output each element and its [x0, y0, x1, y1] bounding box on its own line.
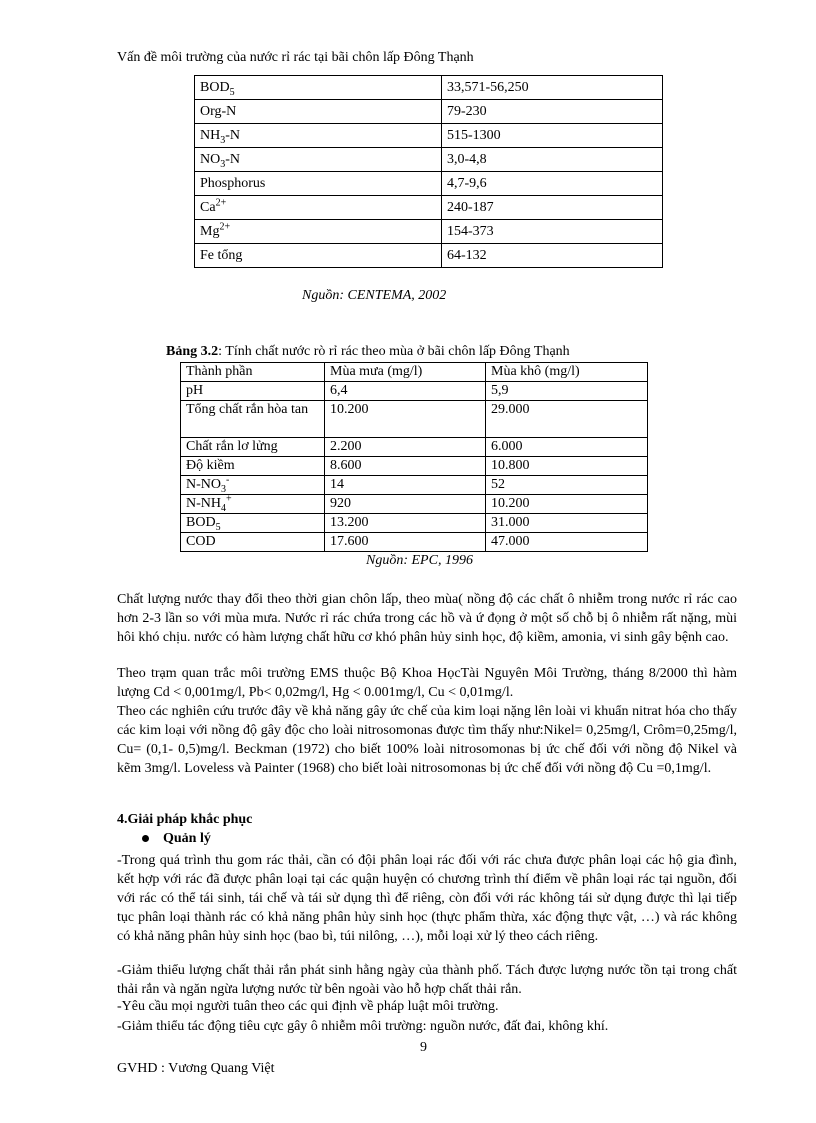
table-row: [181, 533, 648, 552]
paragraph-reduce-impact: -Giảm thiểu tác động tiêu cực gây ô nhiễm môi trường: nguồn nước, đất đai, không khí.: [117, 1019, 609, 1034]
cell-dry: 5,9: [486, 382, 648, 401]
cell-parameter: [195, 220, 442, 244]
table-row: [195, 124, 663, 148]
param-superscript: 2+: [219, 221, 231, 233]
cell-parameter: [195, 100, 442, 124]
cell-value: 154-373: [442, 220, 663, 244]
param-name: Mg: [200, 224, 220, 239]
cell-dry: 31.000: [486, 514, 648, 533]
param-name: Ca: [200, 200, 216, 215]
cell-dry: 29.000: [486, 401, 648, 438]
param-name: N-NO: [186, 477, 221, 492]
param-subscript: 3: [221, 483, 226, 495]
paragraph-law: -Yêu cầu mọi người tuân theo các qui định về pháp luật môi trường.: [117, 999, 499, 1014]
param-subscript: 3: [220, 158, 226, 170]
bullet-label: Quản lý: [163, 831, 211, 846]
param-name: pH: [186, 383, 204, 398]
cell-component: [181, 438, 325, 457]
cell-parameter: [195, 172, 442, 196]
table-row: [195, 220, 663, 244]
cell-rainy: 10.200: [325, 401, 486, 438]
leachate-season-table: [180, 362, 648, 552]
cell-rainy: 13.200: [325, 514, 486, 533]
header-dry: Mùa khô (mg/l): [486, 363, 648, 382]
cell-value: 79-230: [442, 100, 663, 124]
param-superscript: 2+: [215, 197, 227, 209]
param-name: NO: [200, 152, 221, 167]
cell-component: [181, 457, 325, 476]
cell-rainy: 6,4: [325, 382, 486, 401]
table-caption-label: Bảng 3.2: [166, 344, 219, 359]
param-subscript: 3: [220, 134, 226, 146]
cell-rainy: 2.200: [325, 438, 486, 457]
cell-value: 3,0-4,8: [442, 148, 663, 172]
bullet-dot-icon: [142, 835, 149, 842]
table-row: [195, 148, 663, 172]
paragraph-collection: -Trong quá trình thu gom rác thải, cần có đội phân loại rác đối với rác chưa được phân loại các hộ gia đình, kết hợp với rác đã được phân loại tại các quận huyện có chương trình thí điểm về phân loại rác tại nguồn, đối với rác có thể tái sinh, tái chế và tái sử dụng thì để riêng, còn đối với rác không tái sử dụng được thì lại tiếp tục phân loại thành rác có khả năng phân hủy sinh học (thực phẩm thừa, xác động thực vật, …) và rác không có khả năng phân hủy sinh học (bao bì, túi nilông, …), mỗi loại xử lý theo cách riêng.: [117, 853, 737, 944]
cell-component: [181, 514, 325, 533]
table-caption-text: : Tính chất nước rò rỉ rác theo mùa ở bãi chôn lấp Đông Thạnh: [218, 344, 570, 359]
cell-component: [181, 401, 325, 438]
table-row: [195, 172, 663, 196]
cell-rainy: 17.600: [325, 533, 486, 552]
param-suffix: -N: [225, 128, 241, 143]
paragraph-water-quality: Chất lượng nước thay đổi theo thời gian chôn lấp, theo mùa( nồng độ các chất ô nhiễm trong nước rỉ rác cao hơn 2-3 lần so với mùa mưa. Nước rỉ rác chứa trong các hồ và ứ đọng ở một số chỗ bị ô nhiễm rất nặng, mùi hôi khó chịu. nước có hàm lượng chất hữu cơ khó phân hủy sinh học, độ kiềm, amonia, vi sinh gây bệnh cao.: [117, 592, 737, 645]
cell-rainy: 8.600: [325, 457, 486, 476]
cell-component: [181, 382, 325, 401]
param-name: Tổng chất rắn hòa tan: [186, 402, 309, 417]
table-caption: [166, 344, 570, 360]
param-name: Chất rắn lơ lửng: [186, 439, 278, 454]
cell-value: 4,7-9,6: [442, 172, 663, 196]
cell-dry: 10.800: [486, 457, 648, 476]
bullet-management: [142, 831, 211, 847]
source-note-2: Nguồn: EPC, 1996: [366, 553, 473, 568]
cell-value: 64-132: [442, 244, 663, 268]
table-row: [181, 476, 648, 495]
cell-parameter: [195, 244, 442, 268]
param-name: Độ kiềm: [186, 458, 235, 473]
cell-dry: 52: [486, 476, 648, 495]
page-number: 9: [420, 1040, 427, 1055]
param-name: BOD: [200, 80, 230, 95]
param-name: BOD: [186, 515, 216, 530]
paragraph-heavy-metals: Theo các nghiên cứu trước đây về khả năng gây ức chế của kim loại nặng lên loài vi khuẩn nitrat hóa cho thấy các kim loại với nồng độ gây độc cho loài nitrosomonas được tìm thấy như:Nikel= 0,25mg/l, Crôm=0,25mg/l, Cu= (0,1- 0,5)mg/l. Beckman (1972) cho biết 100% loài nitrosomonas bị ức chế đối với nồng độ Nikel và kẽm 3mg/l. Loveless và Painter (1968) cho biết loài nitrosomonas bị ức chế đối với nồng độ Cu =0,1mg/l.: [117, 704, 737, 776]
cell-parameter: [195, 148, 442, 172]
cell-value: 33,571-56,250: [442, 76, 663, 100]
param-name: Fe tổng: [200, 248, 243, 263]
table-row: [195, 196, 663, 220]
table-row: [181, 514, 648, 533]
cell-value: 515-1300: [442, 124, 663, 148]
table-row: [181, 495, 648, 514]
param-name: N-NH: [186, 496, 221, 511]
paragraph-ems-monitoring: Theo trạm quan trắc môi trường EMS thuộc Bộ Khoa HọcTài Nguyên Môi Trường, tháng 8/2000 thì hàm lượng Cd < 0,001mg/l, Pb< 0,02mg/l, Hg < 0.001mg/l, Cu < 0,01mg/l.: [117, 666, 737, 700]
table-header-row: [181, 363, 648, 382]
param-subscript: 5: [229, 86, 235, 98]
cell-dry: 10.200: [486, 495, 648, 514]
cell-dry: 47.000: [486, 533, 648, 552]
table-row: [181, 438, 648, 457]
param-name: Org-N: [200, 104, 237, 119]
table-row: [195, 244, 663, 268]
param-superscript: +: [226, 493, 232, 505]
table-row: [195, 76, 663, 100]
param-subscript: 4: [221, 502, 226, 514]
cell-rainy: 920: [325, 495, 486, 514]
table-row: [181, 457, 648, 476]
param-name: Phosphorus: [200, 176, 266, 191]
cell-component: [181, 495, 325, 514]
cell-component: [181, 533, 325, 552]
footer-advisor: GVHD : Vương Quang Việt: [117, 1061, 275, 1076]
cell-parameter: [195, 124, 442, 148]
header-component: Thành phần: [181, 363, 325, 382]
table-row: [195, 100, 663, 124]
param-name: NH: [200, 128, 221, 143]
param-name: COD: [186, 534, 216, 549]
paragraph-reduce-waste: -Giảm thiểu lượng chất thải rắn phát sinh hằng ngày của thành phố. Tách được lượng nước tồn tại trong chất thải rắn và ngăn ngừa lượng nước từ bên ngoài vào hỗ hợp chất thải rắn.: [117, 963, 737, 997]
section-heading: Vấn đề môi trường của nước rỉ rác tại bãi chôn lấp Đông Thạnh: [117, 50, 474, 65]
section-title-solutions: 4.Giải pháp khắc phục: [117, 812, 253, 827]
param-superscript: -: [226, 474, 230, 486]
cell-parameter: [195, 76, 442, 100]
cell-rainy: 14: [325, 476, 486, 495]
cell-dry: 6.000: [486, 438, 648, 457]
table-row: [181, 401, 648, 438]
param-subscript: 5: [215, 521, 221, 533]
param-suffix: -N: [225, 152, 241, 167]
table-row: [181, 382, 648, 401]
leachate-table-1: [194, 75, 663, 268]
cell-parameter: [195, 196, 442, 220]
cell-value: 240-187: [442, 196, 663, 220]
header-rainy: Mùa mưa (mg/l): [325, 363, 486, 382]
source-note-1: Nguồn: CENTEMA, 2002: [302, 288, 447, 303]
cell-component: [181, 476, 325, 495]
